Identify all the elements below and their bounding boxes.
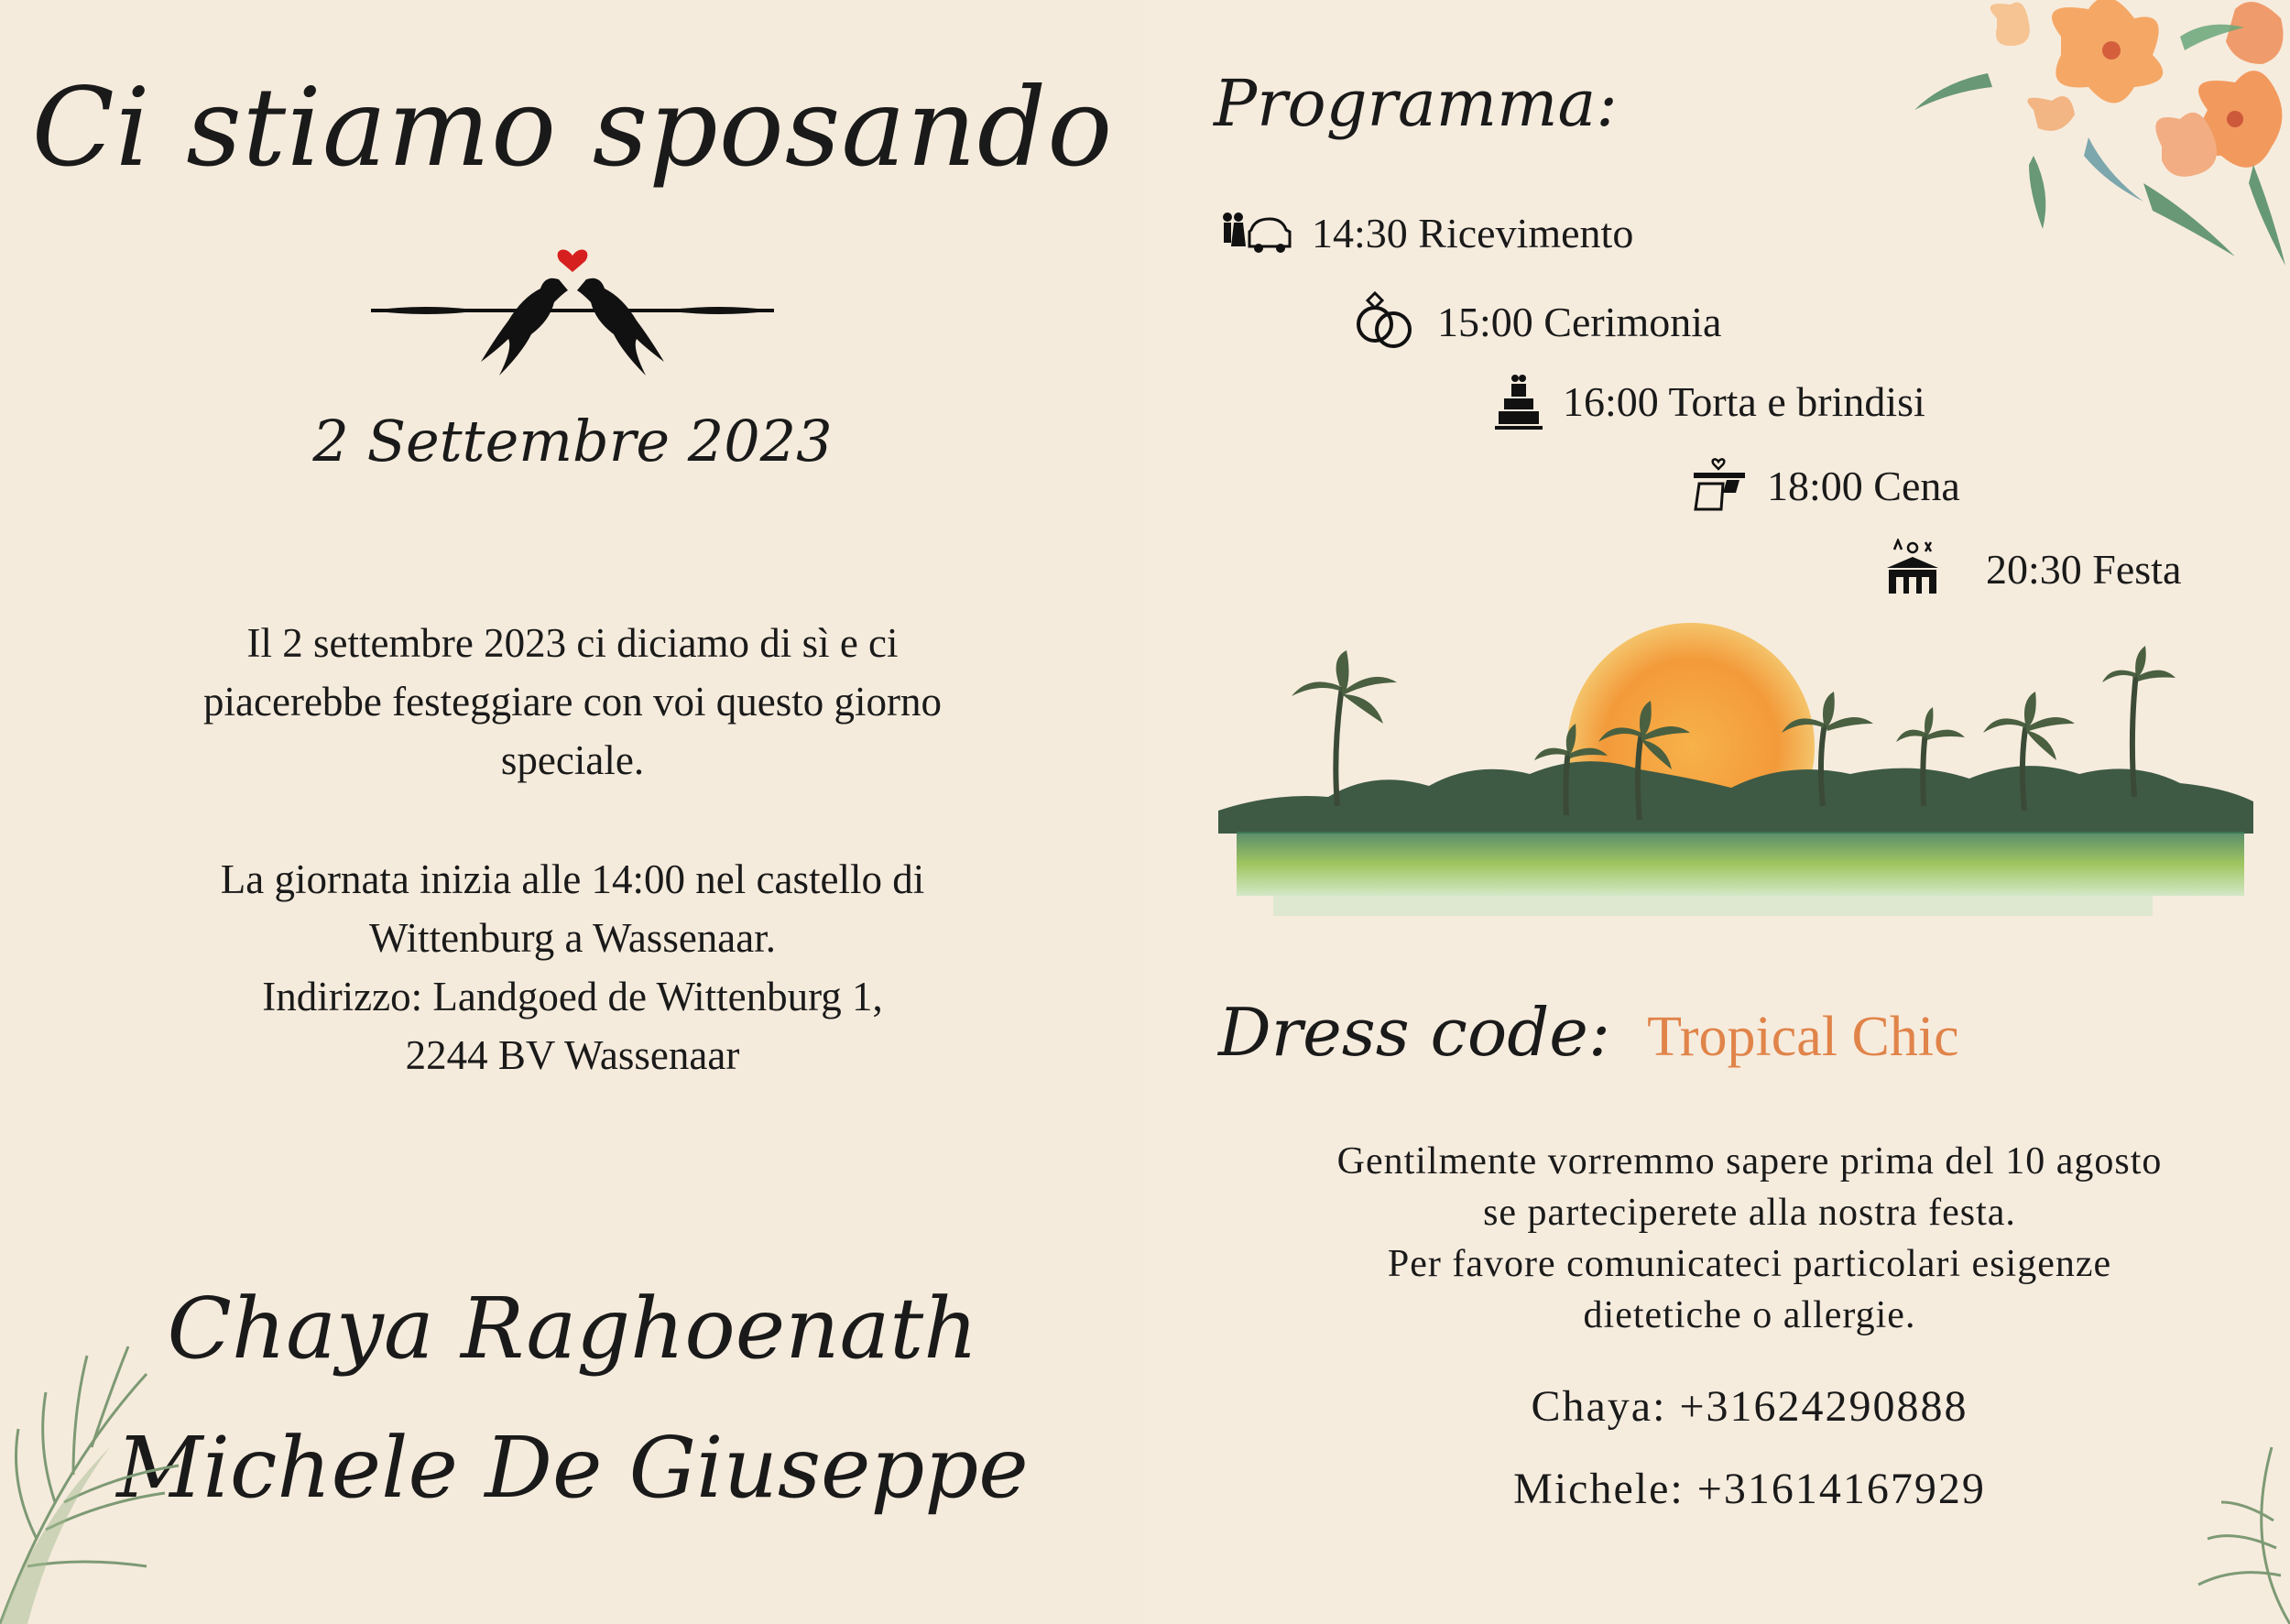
rsvp-text [1232, 1136, 2267, 1341]
program-item-text: 18:00 Cena [1767, 462, 1960, 509]
program-item-text: 14:30 Ricevimento [1312, 210, 1634, 256]
dress-code [1218, 994, 1959, 1071]
bride-name: Chaya Raghoenath [167, 1280, 978, 1378]
intro-line: speciale. [500, 737, 645, 783]
tropical-sunset-illustration [1218, 623, 2253, 934]
venue-line: La giornata inizia alle 14:00 nel castello di [220, 856, 925, 902]
hibiscus-flowers-decoration [1759, 0, 2290, 293]
palm-leaf-decoration-right [2180, 1411, 2290, 1624]
lovebirds-icon [371, 234, 774, 380]
rings-icon [1351, 291, 1417, 352]
contact-michele: Michele: +31614167929 [1513, 1465, 1986, 1513]
program-item-text: 20:30 Festa [1986, 545, 2182, 593]
intro-text [87, 614, 1058, 790]
dinner-tray-icon [1690, 456, 1747, 515]
invitation-title: Ci stiamo sposando [31, 64, 1114, 191]
wedding-date: 2 Settembre 2023 [312, 408, 833, 474]
rsvp-line: Per favore comunicateci particolari esigenze [1387, 1243, 2112, 1285]
program-item [1351, 291, 1721, 352]
program-item [1218, 209, 1633, 257]
groom-name: Michele De Giuseppe [116, 1419, 1029, 1517]
couple-car-icon [1218, 210, 1292, 257]
program-item [1690, 456, 1960, 515]
venue-line: Wittenburg a Wassenaar. [368, 915, 777, 961]
rsvp-line: dietetiche o allergie. [1583, 1294, 1916, 1336]
program-item [1885, 539, 2181, 599]
dress-code-value: Tropical Chic [1647, 1006, 1959, 1068]
program-item-text: 15:00 Cerimonia [1437, 298, 1722, 345]
intro-line: Il 2 settembre 2023 ci diciamo di sì e ci [246, 620, 899, 666]
intro-line: piacerebbe festeggiare con voi questo giorno [203, 679, 942, 725]
program-title: Programma: [1214, 66, 1618, 141]
party-house-icon [1885, 539, 1940, 599]
program-item [1495, 371, 1925, 431]
venue-line: Indirizzo: Landgoed de Wittenburg 1, [262, 974, 883, 1019]
venue-line: 2244 BV Wassenaar [405, 1032, 740, 1078]
program-item-text: 16:00 Torta e brindisi [1563, 377, 1925, 425]
palm-leaf-decoration [0, 1172, 183, 1624]
rsvp-line: Gentilmente vorremmo sapere prima del 10 agosto [1336, 1140, 2163, 1183]
rsvp-line: se parteciperete alla nostra festa. [1483, 1192, 2016, 1234]
dress-code-label: Dress code: [1218, 994, 1611, 1071]
venue-text [87, 850, 1058, 1084]
contact-chaya: Chaya: +31624290888 [1531, 1382, 1968, 1431]
cake-icon [1495, 371, 1543, 431]
